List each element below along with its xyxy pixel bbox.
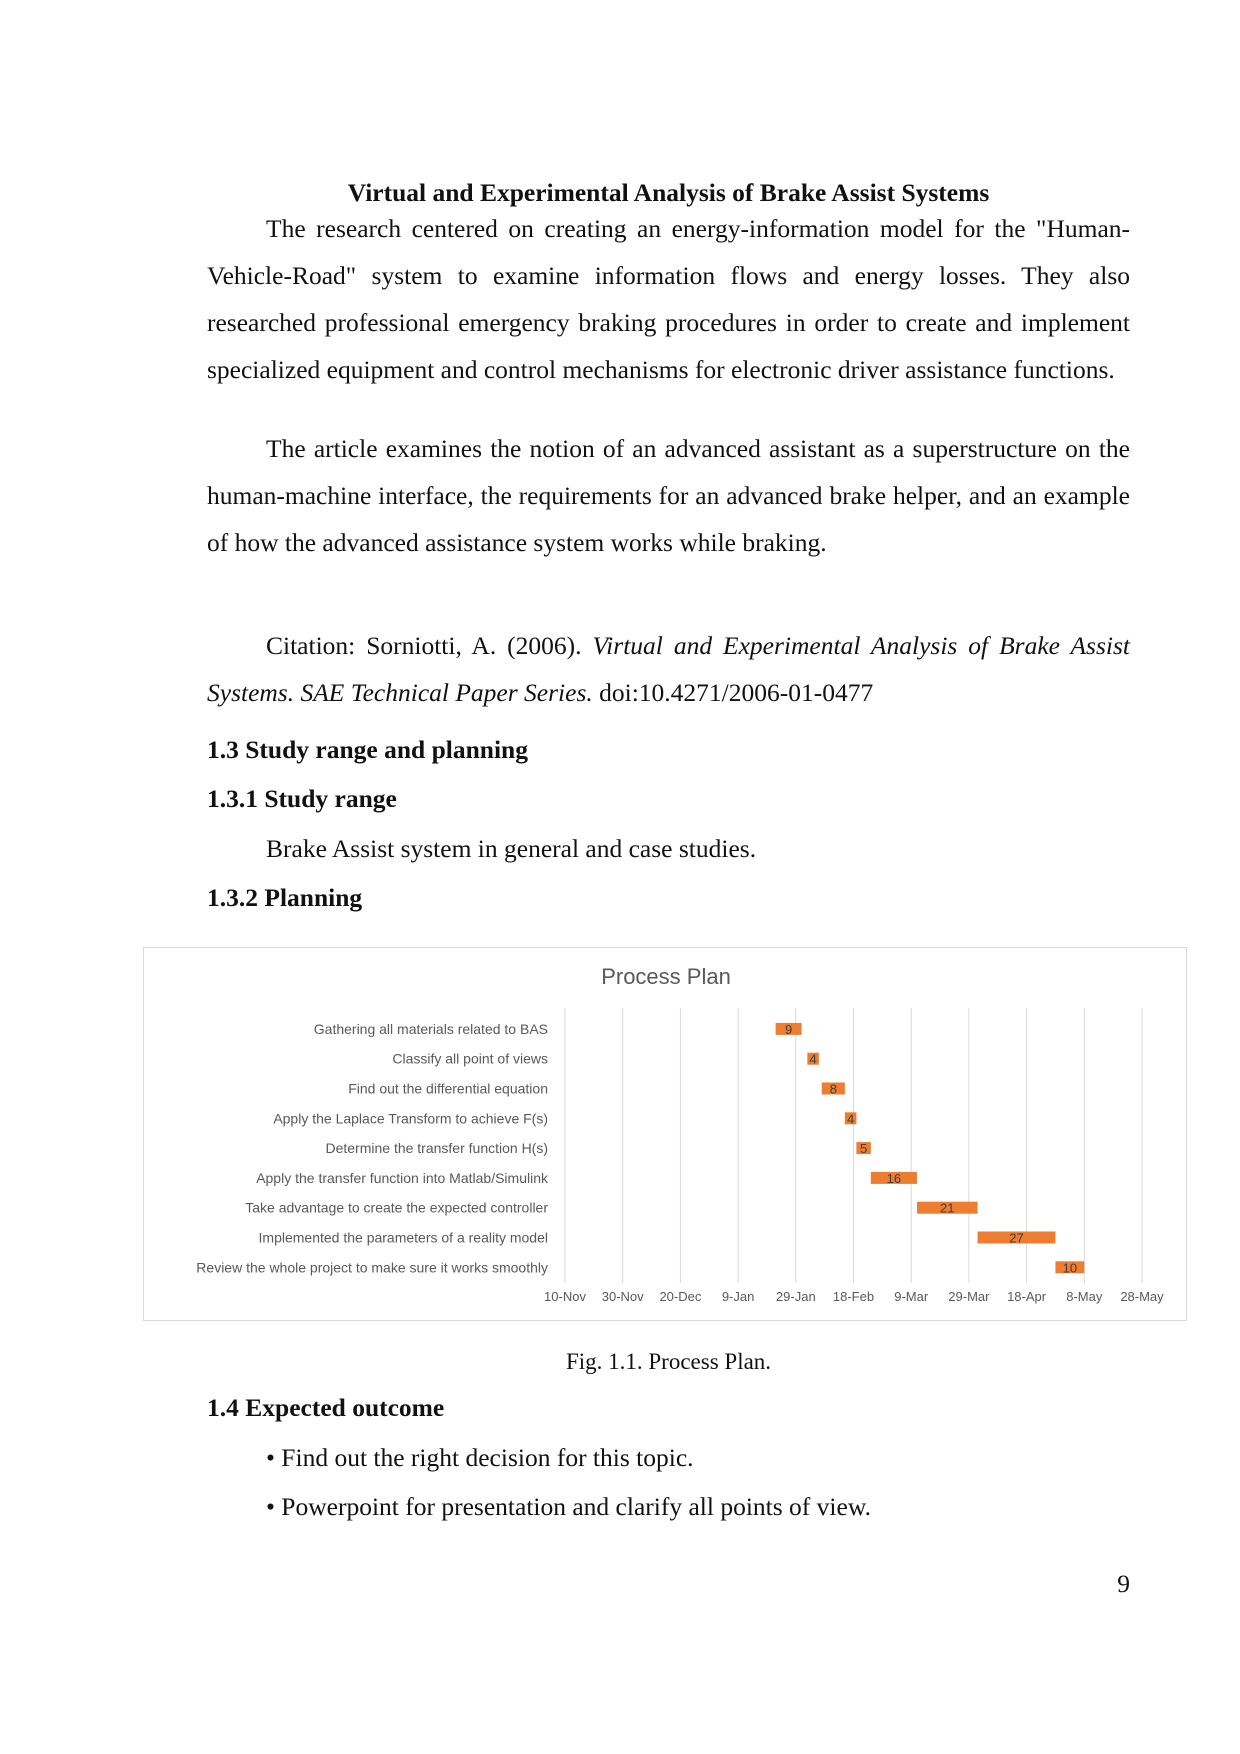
x-tick-label: 9-Jan: [721, 1289, 755, 1304]
bar-data-label: 16: [886, 1170, 902, 1186]
page-number: 9: [1117, 1569, 1130, 1598]
x-tick-label: 18-Feb: [832, 1289, 875, 1304]
category-label: Determine the transfer function H(s): [325, 1140, 548, 1157]
bar-data-label: 27: [1009, 1230, 1024, 1246]
section-heading-1-3: 1.3 Study range and planning: [207, 735, 528, 764]
gantt-bars: [776, 1022, 1085, 1275]
citation-doi: doi:10.4271/2006-01-0477: [592, 678, 874, 707]
x-tick-label: 29-Mar: [948, 1289, 990, 1304]
section-heading-1-4: 1.4 Expected outcome: [207, 1393, 445, 1422]
bar-data-label: 4: [846, 1111, 855, 1127]
bar-data-label: 9: [784, 1021, 793, 1037]
section-heading-1-3-1: 1.3.1 Study range: [207, 784, 397, 813]
x-tick-label: 28-May: [1120, 1289, 1164, 1304]
x-tick-label: 29-Jan: [775, 1289, 816, 1304]
outcome-item: • Powerpoint for presentation and clarify all points of view.: [266, 1492, 871, 1521]
category-label: Review the whole project to make sure it works smoothly: [196, 1259, 548, 1276]
x-tick-label: 8-May: [1066, 1289, 1103, 1304]
article-paragraph-1: The research centered on creating an energy-information model for the "Human-Vehicle-Road" system to examine information flows and energy losses. They also researched professional emergency braking procedures in order to create and implement specialized equipment and control mechanisms for electronic driver assistance functions.: [207, 214, 1130, 384]
citation: [207, 622, 1130, 716]
category-label: Take advantage to create the expected controller: [245, 1199, 548, 1216]
outcome-item: • Find out the right decision for this topic.: [266, 1443, 694, 1472]
bar-data-label: 4: [809, 1051, 817, 1067]
bar-data-label: 21: [940, 1200, 955, 1216]
bar-data-label: 8: [829, 1081, 837, 1097]
process-plan-chart: [143, 947, 1187, 1321]
category-label: Gathering all materials related to BAS: [313, 1020, 548, 1037]
category-label: Find out the differential equation: [348, 1080, 548, 1097]
study-range-text: Brake Assist system in general and case studies.: [266, 834, 757, 863]
category-labels: [196, 1021, 549, 1275]
category-label: Apply the transfer function into Matlab/Simulink: [256, 1169, 548, 1186]
category-label: Classify all point of views: [392, 1050, 548, 1067]
x-tick-label: 10-Nov: [544, 1289, 586, 1304]
gantt-svg: [144, 948, 1186, 1320]
category-label: Implemented the parameters of a reality model: [258, 1229, 548, 1246]
x-tick-label: 9-Mar: [894, 1289, 929, 1304]
section-heading-1-3-2: 1.3.2 Planning: [207, 883, 363, 912]
bar-data-label: 5: [859, 1141, 868, 1157]
category-label: Apply the Laplace Transform to achieve F(s): [273, 1110, 548, 1127]
article-title: Virtual and Experimental Analysis of Brake Assist Systems: [347, 178, 990, 207]
article-paragraph-2: The article examines the notion of an advanced assistant as a superstructure on the human-machine interface, the requirements for an advanced brake helper, and an example of how the advanced assistance system works while braking.: [207, 434, 1130, 557]
bar-data-label: 10: [1062, 1260, 1078, 1276]
x-tick-label: 30-Nov: [601, 1289, 644, 1304]
chart-title: Process Plan: [601, 964, 731, 989]
figure-caption: Fig. 1.1. Process Plan.: [565, 1349, 772, 1374]
x-tick-label: 18-Apr: [1007, 1289, 1047, 1304]
x-axis-ticks: [544, 1289, 1164, 1304]
x-tick-label: 20-Dec: [659, 1289, 702, 1304]
citation-title: Virtual and Experimental Analysis of Brake Assist Systems. SAE Technical Paper Series.: [207, 631, 1130, 707]
citation-prefix: Citation: Sorniotti, A. (2006).: [266, 631, 593, 660]
